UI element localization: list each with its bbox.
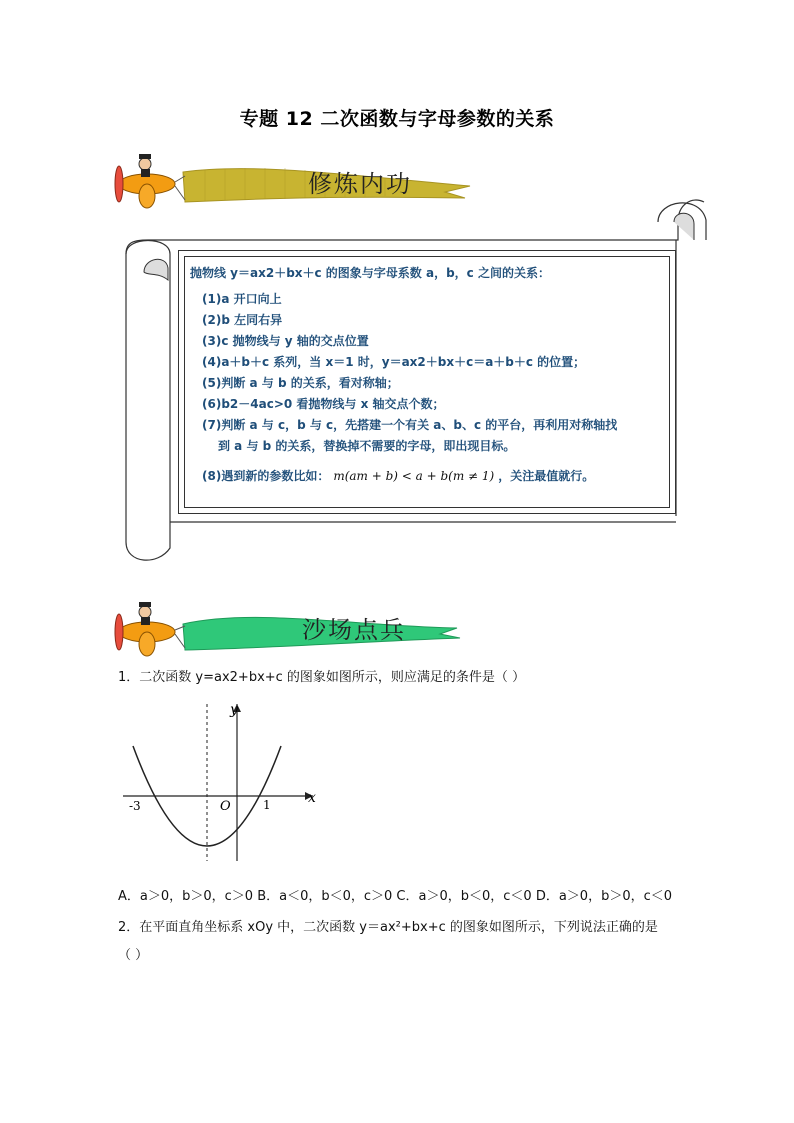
- knowledge-item: (3)c 抛物线与 y 轴的交点位置: [202, 334, 369, 348]
- y-axis-label: y: [230, 702, 238, 718]
- item8-formula: m(am + b) < a + b(m ≠ 1): [333, 469, 495, 483]
- question-1: 1．二次函数 y=ax2+bx+c 的图象如图所示，则应满足的条件是（ ）: [118, 670, 526, 685]
- knowledge-item: 到 a 与 b 的关系，替换掉不需要的字母，即出现目标。: [218, 439, 516, 453]
- parabola-graph: [118, 696, 328, 866]
- question-2-bracket: （ ）: [118, 948, 149, 963]
- knowledge-item: (6)b2－4ac>0 看抛物线与 x 轴交点个数；: [202, 397, 445, 411]
- question-2: 2．在平面直角坐标系 xOy 中，二次函数 y＝ax²+bx+c 的图象如图所示，下列说法正确的是: [118, 920, 658, 935]
- right-root-label: 1: [263, 798, 271, 812]
- knowledge-intro: 抛物线 y＝ax2＋bx＋c 的图象与字母系数 a，b，c 之间的关系：: [190, 266, 550, 280]
- banner-title-2: 沙场点兵: [302, 616, 406, 644]
- left-root-label: -3: [129, 799, 141, 813]
- banner-title-1: 修炼内功: [308, 170, 412, 198]
- knowledge-item: (4)a＋b＋c 系列，当 x＝1 时，y＝ax2＋bx＋c＝a＋b＋c 的位置；: [202, 355, 586, 369]
- knowledge-item: (7)判断 a 与 c，b 与 c，先搭建一个有关 a、b、c 的平台，再利用对称轴找: [202, 418, 618, 432]
- knowledge-item: (5)判断 a 与 b 的关系，看对称轴；: [202, 376, 399, 390]
- question-1-options: A．a＞0，b＞0，c＞0 B．a＜0，b＜0，c＞0 C．a＞0，b＜0，c＜0 D．a＞0，b＞0，c＜0: [118, 889, 673, 904]
- item8-prefix: (8)遇到新的参数比如：: [202, 469, 330, 483]
- item8-suffix: ，关注最值就行。: [498, 469, 595, 483]
- origin-label: O: [220, 799, 231, 814]
- page-title: 专题 12 二次函数与字母参数的关系: [239, 108, 555, 130]
- knowledge-item: (2)b 左同右异: [202, 313, 283, 327]
- knowledge-item: (1)a 开口向上: [202, 292, 282, 306]
- x-axis-label: x: [308, 790, 316, 806]
- plane-banner-graphic-2: [105, 598, 475, 660]
- knowledge-item-8: [202, 467, 594, 484]
